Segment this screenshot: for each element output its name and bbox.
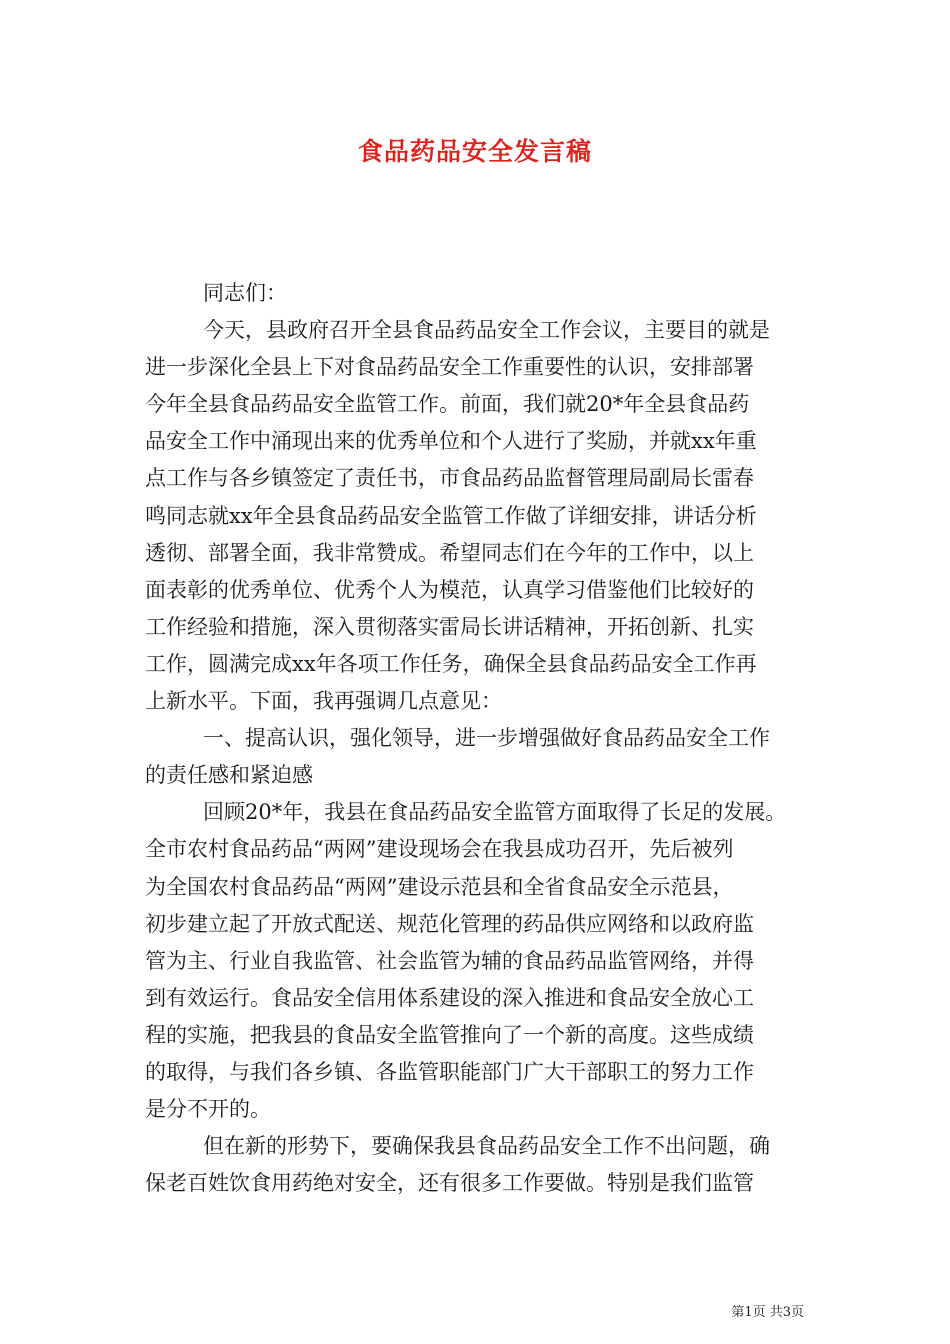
body-line: 但在新的形势下，要确保我县食品药品安全工作不出问题，确 <box>203 1134 770 1159</box>
body-line: 面表彰的优秀单位、优秀个人为模范，认真学习借鉴他们比较好的 <box>145 577 754 602</box>
body-line: 初步建立起了开放式配送、规范化管理的药品供应网络和以政府监 <box>145 911 754 936</box>
document-body <box>145 275 807 1202</box>
body-line: 透彻、部署全面，我非常赞成。希望同志们在今年的工作中，以上 <box>145 540 754 565</box>
body-line: 的取得，与我们各乡镇、各监管职能部门广大干部职工的努力工作 <box>145 1059 754 1084</box>
body-line: 今天，县政府召开全县食品药品安全工作会议，主要目的就是 <box>203 318 770 343</box>
body-line: 保老百姓饮食用药绝对安全，还有很多工作要做。特别是我们监管 <box>145 1171 754 1196</box>
body-line: 到有效运行。食品安全信用体系建设的深入推进和食品安全放心工 <box>145 985 754 1010</box>
body-line: 全市农村食品药品“两网”建设现场会在我县成功召开，先后被列 <box>145 837 734 862</box>
body-line: 工作经验和措施，深入贯彻落实雷局长讲话精神，开拓创新、扎实 <box>145 614 754 639</box>
body-line: 工作，圆满完成xx年各项工作任务，确保全县食品药品安全工作再 <box>145 651 757 676</box>
body-line: 是分不开的。 <box>145 1097 271 1122</box>
body-line: 今年全县食品药品安全监管工作。前面，我们就20*年全县食品药 <box>145 392 750 417</box>
body-line: 一、提高认识，强化领导，进一步增强做好食品药品安全工作 <box>203 726 770 751</box>
body-line: 管为主、行业自我监管、社会监管为辅的食品药品监管网络，并得 <box>145 948 754 973</box>
page-footer: 第1页 共3页 <box>731 1305 804 1320</box>
body-line: 回顾20*年，我县在食品药品安全监管方面取得了长足的发展。 <box>203 800 787 825</box>
body-line: 的责任感和紧迫感 <box>145 763 313 788</box>
body-line: 鸣同志就xx年全县食品药品安全监管工作做了详细安排，讲话分析 <box>145 503 757 528</box>
document-title: 食品药品安全发言稿 <box>357 137 592 166</box>
body-line: 点工作与各乡镇签定了责任书，市食品药品监督管理局副局长雷春 <box>145 466 754 491</box>
body-line: 进一步深化全县上下对食品药品安全工作重要性的认识，安排部署 <box>145 355 754 380</box>
body-line: 程的实施，把我县的食品安全监管推向了一个新的高度。这些成绩 <box>145 1022 754 1047</box>
body-line: 同志们： <box>203 281 287 305</box>
body-line: 上新水平。下面，我再强调几点意见： <box>145 689 502 714</box>
body-line: 品安全工作中涌现出来的优秀单位和个人进行了奖励，并就xx年重 <box>145 429 757 454</box>
body-line: 为全国农村食品药品“两网”建设示范县和全省食品安全示范县， <box>145 874 734 899</box>
